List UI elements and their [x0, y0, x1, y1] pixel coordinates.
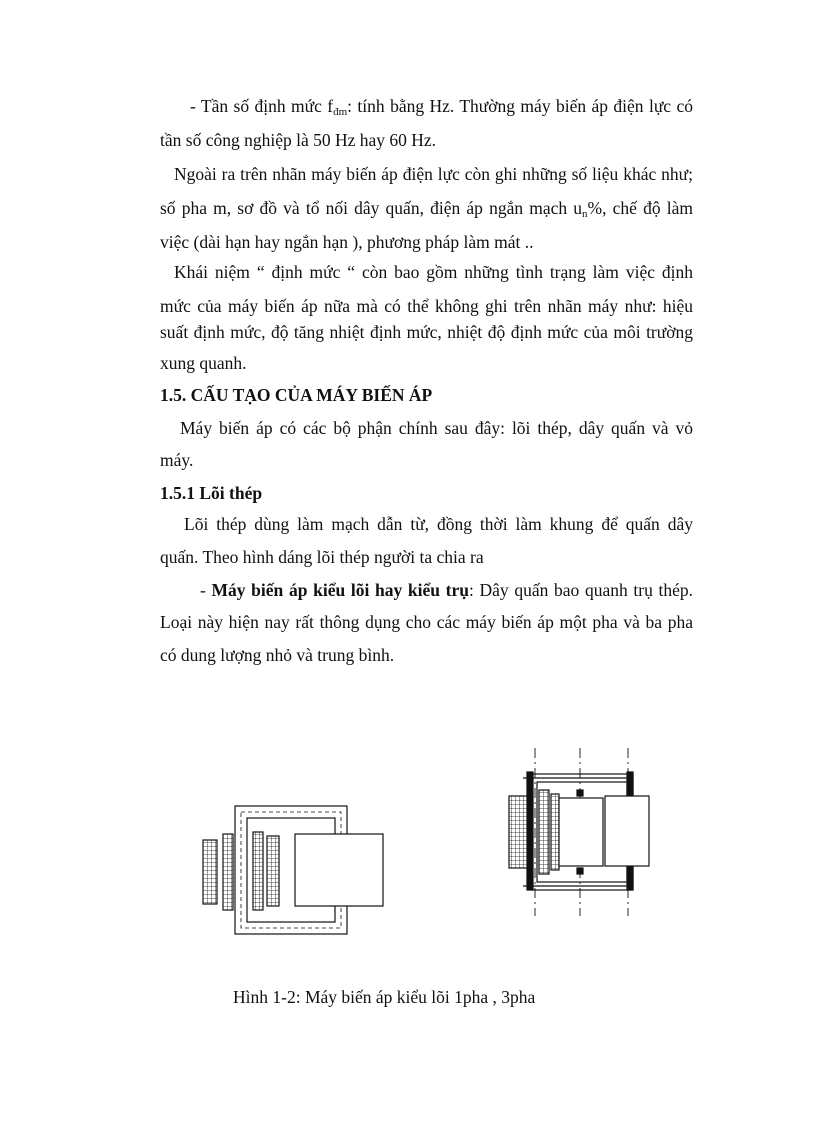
middle-left-winding	[253, 832, 263, 910]
text-run: số pha m, sơ đồ và tổ nối dây quấn, điện áp ngắn mạch u	[160, 198, 583, 218]
paragraph-core-line2: quấn. Theo hình dáng lõi thép người ta chia ra	[160, 547, 484, 567]
paragraph-other-data-line1: Ngoài ra trên nhãn máy biến áp điện lực còn ghi những số liệu khác như;	[174, 164, 693, 184]
paragraph-rated-concept-line4: xung quanh.	[160, 353, 247, 373]
paragraph-core-type-line3: có dung lượng nhỏ và trung bình.	[160, 645, 395, 665]
text-run: %, chế độ làm	[587, 198, 693, 218]
subscript-dm: đm	[333, 106, 348, 118]
paragraph-main-parts-line1: Máy biến áp có các bộ phận chính sau đây: lõi thép, dây quấn và vỏ	[180, 418, 693, 438]
winding-phase-a-inner	[539, 790, 549, 874]
text-run: : tính bằng Hz. Thường máy biến áp điện lực có	[347, 96, 693, 116]
outer-winding	[509, 796, 527, 868]
core-limb-section	[295, 834, 383, 906]
paragraph-other-data-line3: việc (dài hạn hay ngắn hạn ), phương pháp làm mát ..	[160, 232, 534, 252]
paragraph-core-line1: Lõi thép dùng làm mạch dẫn từ, đồng thời làm khung để quấn dây	[184, 514, 693, 534]
paragraph-rated-frequency-line1	[190, 96, 693, 117]
left-inner-winding	[223, 834, 233, 910]
section-heading-1-5: 1.5. CẤU TẠO CỦA MÁY BIẾN ÁP	[160, 385, 433, 405]
bold-term: Máy biến áp kiểu lõi hay kiểu trụ	[211, 580, 469, 600]
paragraph-core-type-line2: Loại này hiện nay rất thông dụng cho các máy biến áp một pha và ba pha	[160, 612, 693, 632]
text-run: -	[200, 580, 212, 600]
paragraph-rated-concept-line2: mức của máy biến áp nữa mà có thể không ghi trên nhãn máy như: hiệu	[160, 296, 693, 316]
paragraph-other-data-line2	[160, 198, 693, 219]
top-spacer-middle	[577, 790, 583, 796]
middle-right-winding	[267, 836, 279, 906]
paragraph-rated-frequency-line2: tần số công nghiệp là 50 Hz hay 60 Hz.	[160, 130, 437, 150]
text-run: - Tần số định mức f	[190, 96, 334, 116]
limb-section-c	[605, 796, 649, 866]
left-outer-winding	[203, 840, 217, 904]
left-clamp	[527, 772, 533, 890]
paragraph-rated-concept-line1: Khái niệm “ định mức “ còn bao gồm những tình trạng làm việc định	[174, 262, 693, 282]
subscript-n: n	[582, 208, 588, 220]
bottom-spacer-middle	[577, 868, 583, 874]
limb-section-b	[559, 798, 603, 866]
text-run: : Dây quấn bao quanh trụ thép.	[468, 580, 693, 600]
paragraph-core-type-line1	[200, 580, 693, 601]
winding-phase-a-outer	[551, 794, 559, 870]
paragraph-main-parts-line2: máy.	[160, 450, 194, 470]
three-phase-transformer-drawing	[495, 748, 665, 918]
section-heading-1-5-1: 1.5.1 Lõi thép	[160, 483, 263, 503]
paragraph-rated-concept-line3: suất định mức, độ tăng nhiệt định mức, nhiệt độ định mức của môi trường	[160, 322, 693, 342]
single-phase-transformer-drawing	[195, 798, 395, 942]
figure-caption: Hình 1-2: Máy biến áp kiểu lõi 1pha , 3pha	[233, 987, 536, 1007]
